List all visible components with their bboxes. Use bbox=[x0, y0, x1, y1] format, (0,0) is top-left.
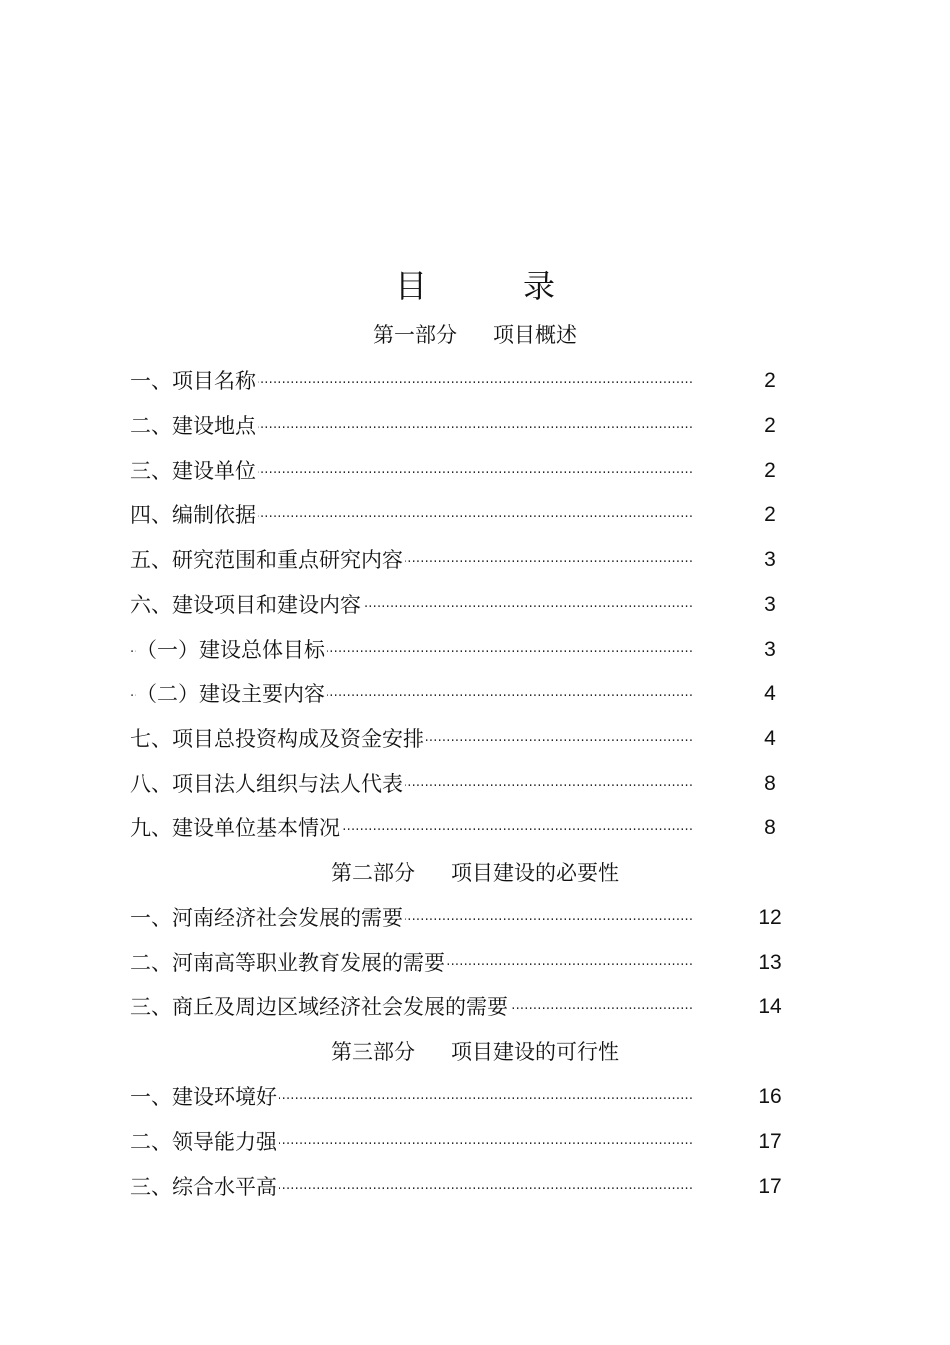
toc-entry-text: （一）建设总体目标 bbox=[136, 635, 327, 665]
toc-entry-page: 12 bbox=[758, 906, 782, 929]
toc-entry-text: 二、领导能力强 bbox=[130, 1127, 279, 1157]
toc-entry-text: 八、项目法人组织与法人代表 bbox=[130, 769, 405, 799]
toc-title-char-1: 目 bbox=[394, 267, 427, 305]
toc-entry[interactable] bbox=[130, 590, 800, 620]
toc-entry-text: 三、综合水平高 bbox=[130, 1172, 279, 1202]
toc-entry-text: 三、建设单位 bbox=[130, 456, 258, 486]
part-1-heading bbox=[0, 320, 950, 350]
toc-entry[interactable] bbox=[130, 769, 800, 799]
toc-entry-text: 二、河南高等职业教育发展的需要 bbox=[130, 948, 447, 978]
part-1-label: 第一部分 bbox=[373, 323, 457, 347]
toc-title bbox=[0, 264, 950, 308]
part-2-name: 项目建设的必要性 bbox=[451, 861, 619, 885]
toc-title-char-2: 录 bbox=[523, 267, 556, 305]
toc-entry[interactable] bbox=[130, 635, 800, 665]
toc-entry-page: 8 bbox=[764, 772, 776, 795]
toc-entry[interactable] bbox=[130, 456, 800, 486]
toc-entry-page: 13 bbox=[758, 951, 782, 974]
toc-entry-page: 17 bbox=[758, 1130, 782, 1153]
part-3-label: 第三部分 bbox=[331, 1040, 415, 1064]
toc-entry[interactable] bbox=[130, 903, 800, 933]
toc-entry-text: 六、建设项目和建设内容 bbox=[130, 590, 363, 620]
toc-entry-text: 二、建设地点 bbox=[130, 411, 258, 441]
part-2-label: 第二部分 bbox=[331, 861, 415, 885]
toc-entry-text: 九、建设单位基本情况 bbox=[130, 813, 342, 843]
toc-entry[interactable] bbox=[130, 724, 800, 754]
toc-entry-page: 3 bbox=[764, 548, 776, 571]
toc-entry-page: 2 bbox=[764, 414, 776, 437]
part-1-name: 项目概述 bbox=[493, 323, 577, 347]
toc-entry[interactable] bbox=[130, 1082, 800, 1112]
toc-entry-page: 2 bbox=[764, 369, 776, 392]
part-2-heading bbox=[0, 858, 950, 888]
part-3-name: 项目建设的可行性 bbox=[451, 1040, 619, 1064]
toc-entry-page: 3 bbox=[764, 638, 776, 661]
part-3-heading bbox=[0, 1037, 950, 1067]
toc-entry-page: 2 bbox=[764, 503, 776, 526]
toc-entry[interactable] bbox=[130, 545, 800, 575]
toc-entry-page: 3 bbox=[764, 593, 776, 616]
toc-entry-page: 8 bbox=[764, 816, 776, 839]
toc-entry[interactable] bbox=[130, 366, 800, 396]
toc-entry[interactable] bbox=[130, 992, 800, 1022]
toc-entry[interactable] bbox=[130, 948, 800, 978]
toc-entry-text: 一、河南经济社会发展的需要 bbox=[130, 903, 405, 933]
toc-entry-text: 五、研究范围和重点研究内容 bbox=[130, 545, 405, 575]
toc-entry-text: 四、编制依据 bbox=[130, 500, 258, 530]
toc-entry[interactable] bbox=[130, 813, 800, 843]
toc-entry-text: 一、建设环境好 bbox=[130, 1082, 279, 1112]
toc-entry-page: 17 bbox=[758, 1175, 782, 1198]
toc-entry[interactable] bbox=[130, 1172, 800, 1202]
toc-entry-page: 4 bbox=[764, 682, 776, 705]
toc-entry-text: 一、项目名称 bbox=[130, 366, 258, 396]
toc-entry[interactable] bbox=[130, 411, 800, 441]
toc-entry-page: 2 bbox=[764, 459, 776, 482]
toc-entry[interactable] bbox=[130, 500, 800, 530]
toc-entry-page: 14 bbox=[758, 995, 782, 1018]
toc-entry[interactable] bbox=[130, 1127, 800, 1157]
toc-entry-text: 七、项目总投资构成及资金安排 bbox=[130, 724, 426, 754]
toc-entry-page: 16 bbox=[758, 1085, 782, 1108]
toc-entry-text: （二）建设主要内容 bbox=[136, 679, 327, 709]
toc-entry-text: 三、商丘及周边区域经济社会发展的需要 bbox=[130, 992, 510, 1022]
toc-entry[interactable] bbox=[130, 679, 800, 709]
toc-entry-page: 4 bbox=[764, 727, 776, 750]
